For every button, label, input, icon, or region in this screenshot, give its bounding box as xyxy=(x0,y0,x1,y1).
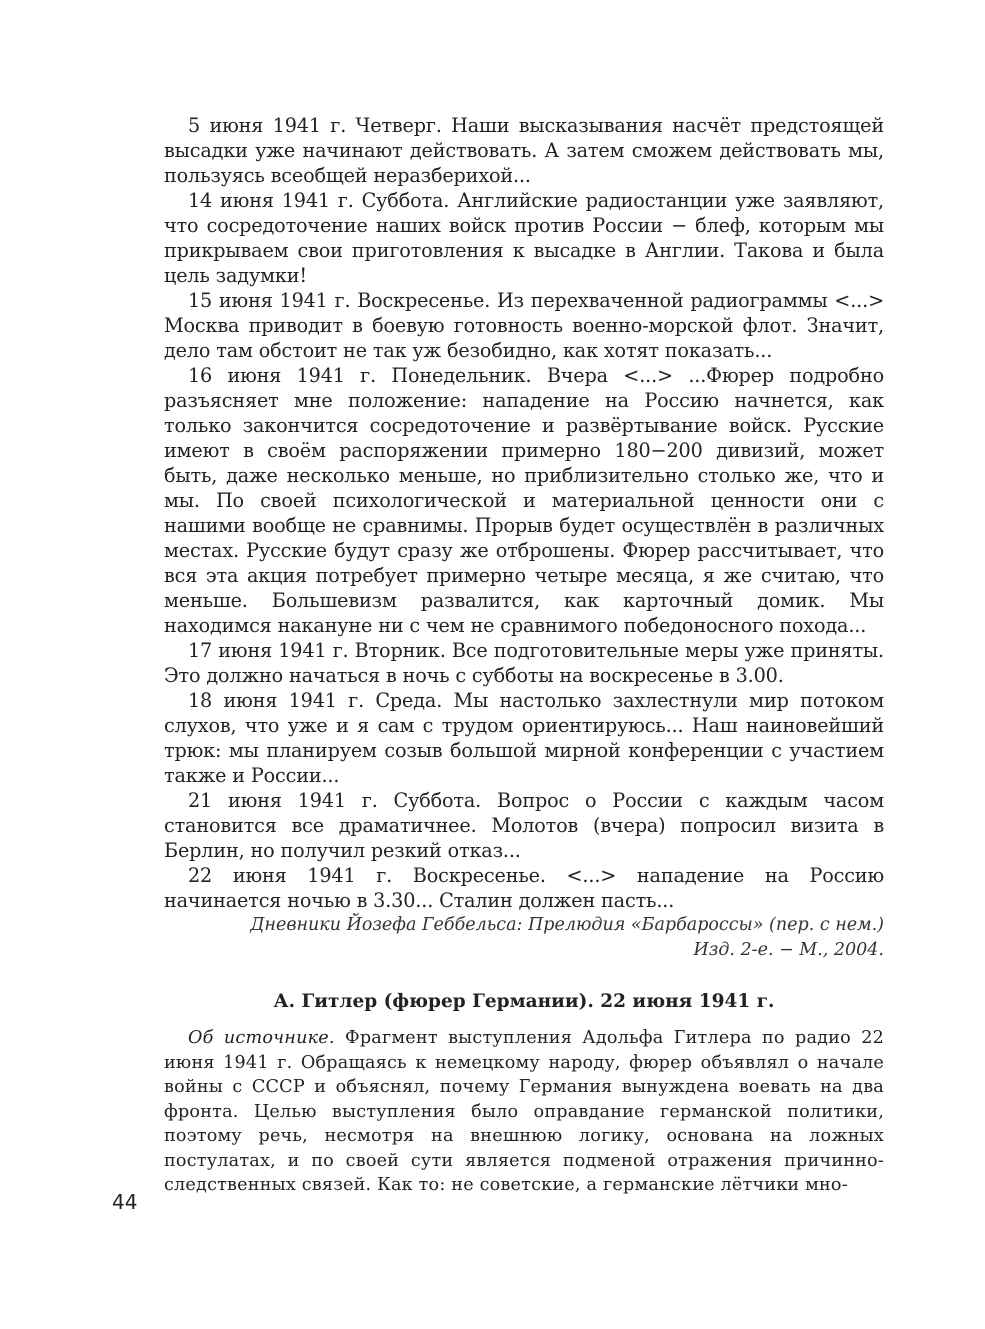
source-intro-paragraph xyxy=(164,1026,884,1198)
page-content xyxy=(164,113,884,1198)
section-heading: А. Гитлер (фюрер Германии). 22 июня 1941 г. xyxy=(273,991,775,1012)
page-number: 44 xyxy=(112,1190,138,1214)
diary-entry-june-5: 5 июня 1941 г. Четверг. Наши высказывания насчёт предстоящей высадки уже начинают действовать. А затем сможем действовать мы, пользуясь всеобщей неразберихой... xyxy=(164,114,884,187)
diary-entry-june-16: 16 июня 1941 г. Понедельник. Вчера <...> ...Фюрер подробно разъясняет мне положение: нападение на Россию начнется, как только закончится сосредоточение и развёртывание войск. Русские имеют в своём распоряжении примерно 180−200 дивизий, может быть, даже несколько меньше, но приблизительно столько же, что и мы. По своей психологической и материальной ценности они с нашими вообще не сравнимы. Прорыв будет осуществлён в различных местах. Русские будут сразу же отброшены. Фюрер рассчитывает, что вся эта акция потребует примерно четыре месяца, я же считаю, что меньше. Большевизм развалится, как карточный домик. Мы находимся накануне ни с чем не сравнимого победоносного похода... xyxy=(164,364,884,637)
diary-entry-june-17: 17 июня 1941 г. Вторник. Все подготовительные меры уже приняты. Это должно начаться в ночь с субботы на воскресенье в 3.00. xyxy=(164,639,884,687)
source-citation-title: Дневники Йозефа Геббельса: Прелюдия «Барбароссы» (пер. с нем.) xyxy=(250,915,884,935)
diary-entry-june-21: 21 июня 1941 г. Суббота. Вопрос о России с каждым часом становится все драматичнее. Молотов (вчера) попросил визита в Берлин, но получил резкий отказ... xyxy=(164,789,884,862)
source-citation-edition: Изд. 2-е. − М., 2004. xyxy=(693,940,884,960)
source-intro-label: Об источнике. xyxy=(188,1028,335,1048)
diary-entry-june-22: 22 июня 1941 г. Воскресенье. <...> нападение на Россию начинается ночью в 3.30... Сталин должен пасть... xyxy=(164,864,884,912)
diary-entry-june-18: 18 июня 1941 г. Среда. Мы настолько захлестнули мир потоком слухов, что уже и я сам с трудом ориентируюсь... Наш наиновейший трюк: мы планируем созыв большой мирной конференции с участием также и России... xyxy=(164,689,884,787)
diary-entry-june-15: 15 июня 1941 г. Воскресенье. Из перехваченной радиограммы <...> Москва приводит в боевую готовность военно-морской флот. Значит, дело там обстоит не так уж безобидно, как хотят показать... xyxy=(164,289,884,362)
diary-entry-june-14: 14 июня 1941 г. Суббота. Английские радиостанции уже заявляют, что сосредоточение наших войск против России − блеф, которым мы прикрываем свои приготовления к высадке в Англии. Такова и была цель задумки! xyxy=(164,189,884,287)
source-intro-text: Фрагмент выступления Адольфа Гитлера по радио 22 июня 1941 г. Обращаясь к немецкому народу, фюрер объявлял о начале войны с СССР и объяснял, почему Германия вынуждена воевать на два фронта. Целью выступления было оправдание германской политики, поэтому речь, несмотря на внешнюю логику, основана на ложных постулатах, и по своей сути является подменой отражения причинно-следственных связей. Как то: не советские, а германские лётчики мно- xyxy=(164,1028,884,1195)
